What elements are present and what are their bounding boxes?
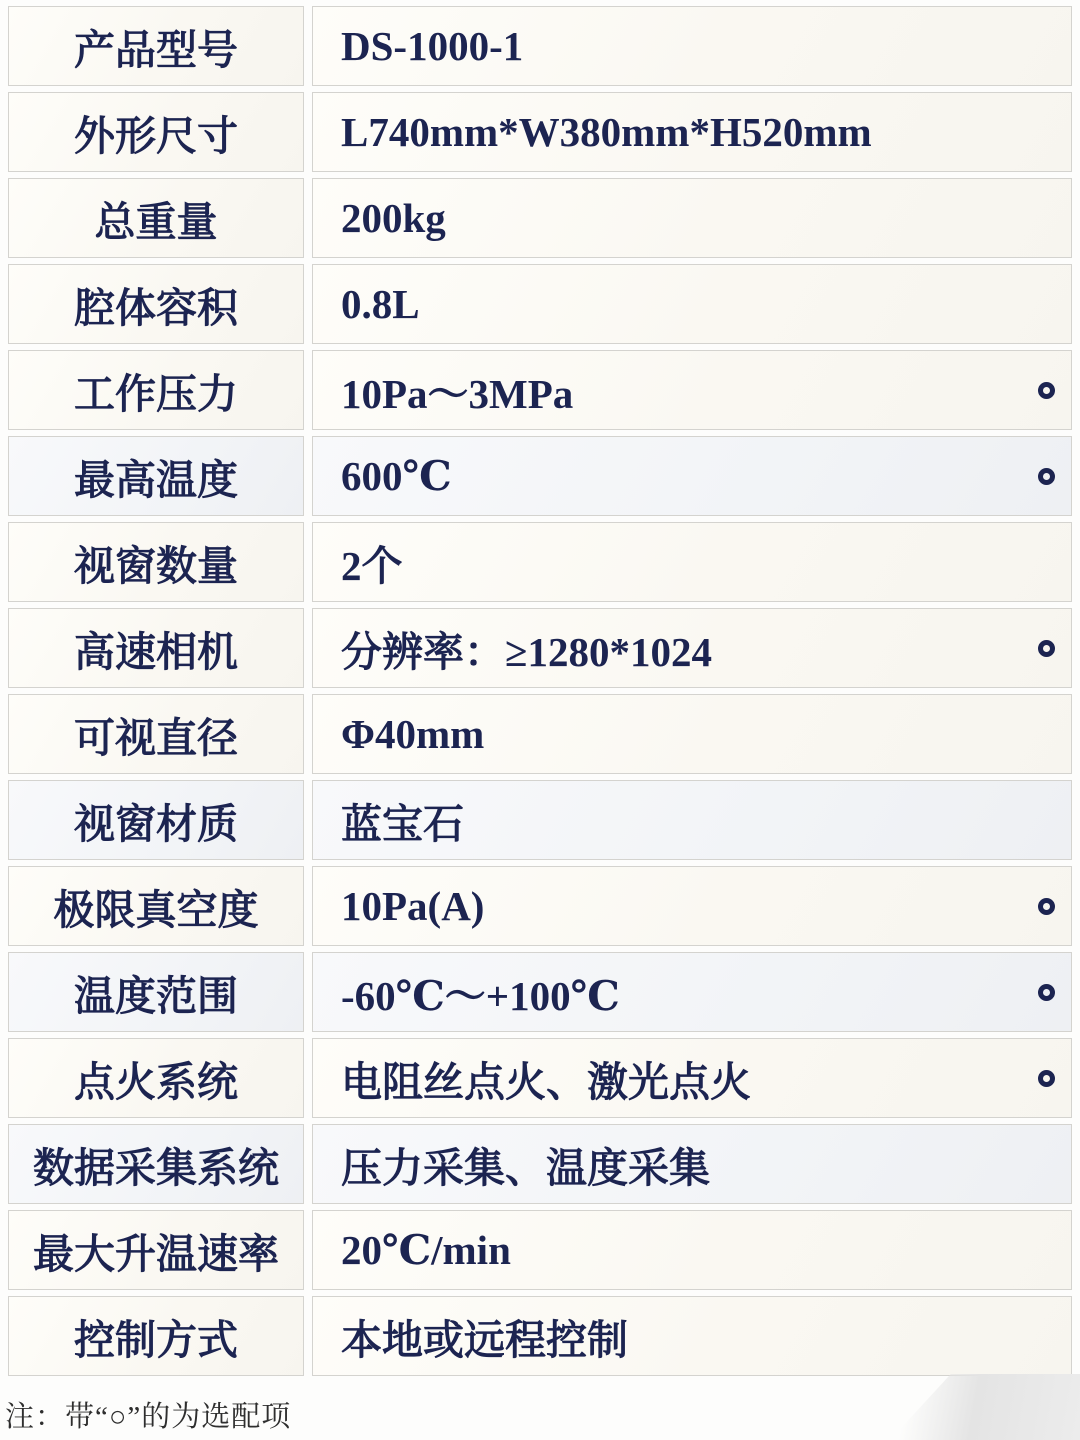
optional-circle-icon xyxy=(1038,468,1055,485)
spec-label: 高速相机 xyxy=(74,628,238,675)
spec-label: 最大升温速率 xyxy=(33,1230,279,1277)
spec-label: 数据采集系统 xyxy=(33,1144,279,1191)
spec-label-cell xyxy=(8,178,304,258)
spec-label-cell xyxy=(8,866,304,946)
spec-label: 视窗材质 xyxy=(74,800,238,847)
spec-value: 蓝宝石 xyxy=(341,800,464,847)
spec-value-cell xyxy=(312,866,1072,946)
table-row xyxy=(8,522,1072,602)
spec-label: 产品型号 xyxy=(74,26,238,73)
spec-value: DS-1000-1 xyxy=(341,23,524,69)
spec-value: -60℃～+100℃ xyxy=(341,972,620,1019)
table-row xyxy=(8,952,1072,1032)
spec-value: 20℃/min xyxy=(341,1227,511,1273)
spec-value-cell xyxy=(312,92,1072,172)
spec-label: 点火系统 xyxy=(74,1058,238,1105)
spec-label-cell xyxy=(8,1210,304,1290)
spec-value-cell xyxy=(312,1038,1072,1118)
spec-value: 10Pa～3MPa xyxy=(341,370,574,417)
spec-value: 2个 xyxy=(341,542,403,589)
spec-label-cell xyxy=(8,264,304,344)
spec-value-cell xyxy=(312,436,1072,516)
spec-label: 温度范围 xyxy=(74,972,238,1019)
spec-value-cell xyxy=(312,522,1072,602)
table-row xyxy=(8,6,1072,86)
table-row xyxy=(8,436,1072,516)
spec-label-cell xyxy=(8,1296,304,1376)
spec-value: 600℃ xyxy=(341,453,452,499)
spec-label-cell xyxy=(8,350,304,430)
spec-label-cell xyxy=(8,92,304,172)
optional-circle-icon xyxy=(1038,640,1055,657)
spec-label-cell xyxy=(8,1038,304,1118)
spec-value-cell xyxy=(312,1296,1072,1376)
spec-label: 腔体容积 xyxy=(74,284,238,331)
spec-label-cell xyxy=(8,6,304,86)
table-row xyxy=(8,608,1072,688)
spec-label-cell xyxy=(8,694,304,774)
spec-value-cell xyxy=(312,952,1072,1032)
spec-value: 电阻丝点火、激光点火 xyxy=(341,1058,751,1105)
spec-label-cell xyxy=(8,780,304,860)
spec-label: 视窗数量 xyxy=(74,542,238,589)
spec-label-cell xyxy=(8,436,304,516)
table-row xyxy=(8,1038,1072,1118)
spec-value: L740mm*W380mm*H520mm xyxy=(341,109,872,155)
optional-circle-icon xyxy=(1038,898,1055,915)
spec-label: 可视直径 xyxy=(74,714,238,761)
table-row xyxy=(8,264,1072,344)
spec-value-cell xyxy=(312,6,1072,86)
spec-value: 200kg xyxy=(341,195,446,241)
optional-circle-icon xyxy=(1038,382,1055,399)
table-row xyxy=(8,350,1072,430)
spec-value: 0.8L xyxy=(341,281,420,327)
spec-label-cell xyxy=(8,608,304,688)
spec-value-cell xyxy=(312,780,1072,860)
table-row xyxy=(8,1124,1072,1204)
table-row xyxy=(8,694,1072,774)
spec-label-cell xyxy=(8,1124,304,1204)
spec-value: 分辨率：≥1280*1024 xyxy=(341,628,713,675)
spec-value: 压力采集、温度采集 xyxy=(341,1144,710,1191)
table-row xyxy=(8,178,1072,258)
optional-circle-icon xyxy=(1038,984,1055,1001)
spec-label: 控制方式 xyxy=(74,1316,238,1363)
spec-value-cell xyxy=(312,608,1072,688)
corner-watermark xyxy=(890,1374,1080,1440)
optional-circle-icon xyxy=(1038,1070,1055,1087)
spec-value-cell xyxy=(312,264,1072,344)
spec-value: Φ40mm xyxy=(341,711,485,757)
spec-label: 总重量 xyxy=(94,198,218,245)
spec-table xyxy=(8,6,1072,1376)
spec-value-cell xyxy=(312,1124,1072,1204)
spec-value: 10Pa(A) xyxy=(341,883,485,929)
spec-label: 极限真空度 xyxy=(53,886,259,933)
table-row xyxy=(8,92,1072,172)
table-row xyxy=(8,780,1072,860)
spec-label: 最高温度 xyxy=(74,456,238,503)
spec-label-cell xyxy=(8,952,304,1032)
spec-value-cell xyxy=(312,694,1072,774)
spec-label: 工作压力 xyxy=(74,370,238,417)
table-row xyxy=(8,866,1072,946)
spec-value-cell xyxy=(312,1210,1072,1290)
spec-label: 外形尺寸 xyxy=(74,112,238,159)
table-row xyxy=(8,1210,1072,1290)
spec-value-cell xyxy=(312,350,1072,430)
table-row xyxy=(8,1296,1072,1376)
footnote: 注：带“○”的为选配项 xyxy=(5,1401,292,1433)
spec-value: 本地或远程控制 xyxy=(341,1316,628,1363)
spec-value-cell xyxy=(312,178,1072,258)
spec-label-cell xyxy=(8,522,304,602)
